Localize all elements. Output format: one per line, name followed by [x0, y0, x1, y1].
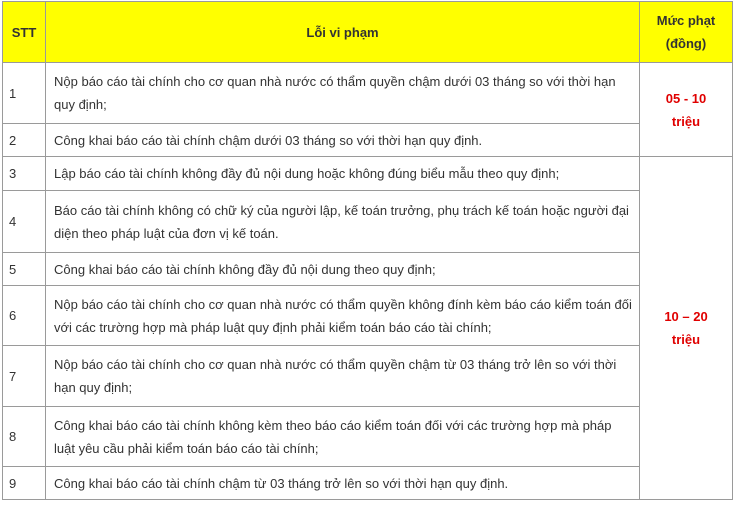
row-number: 8 — [3, 407, 46, 467]
row-number: 3 — [3, 157, 46, 191]
violation-text: Công khai báo cáo tài chính không đầy đủ nội dung theo quy định; — [46, 253, 640, 286]
header-stt: STT — [3, 2, 46, 63]
header-violation: Lỗi vi phạm — [46, 2, 640, 63]
table-row — [3, 286, 733, 346]
row-number: 5 — [3, 253, 46, 286]
header-fine — [640, 2, 733, 63]
fine-cell-group-2 — [640, 157, 733, 500]
violation-text: Báo cáo tài chính không có chữ ký của người lập, kế toán trưởng, phụ trách kế toán hoặc người đại diện theo pháp luật của đơn vị kế toán. — [46, 191, 640, 253]
row-number: 1 — [3, 63, 46, 124]
violation-text: Công khai báo cáo tài chính không kèm theo báo cáo kiểm toán đối với các trường hợp mà pháp luật yêu cầu phải kiểm toán báo cáo tài chính; — [46, 407, 640, 467]
violation-text: Công khai báo cáo tài chính chậm dưới 03 tháng so với thời hạn quy định. — [46, 124, 640, 157]
fine-unit: triệu — [671, 332, 701, 347]
fine-unit: triệu — [671, 113, 701, 129]
table-row — [3, 191, 733, 253]
penalty-table — [2, 1, 733, 500]
table-row — [3, 467, 733, 500]
row-number: 7 — [3, 346, 46, 407]
row-number: 9 — [3, 467, 46, 500]
header-fine-line1: Mức phạt — [656, 13, 716, 28]
table-row — [3, 407, 733, 467]
violation-text: Công khai báo cáo tài chính chậm từ 03 tháng trở lên so với thời hạn quy định. — [46, 467, 640, 500]
table-row — [3, 346, 733, 407]
row-number: 4 — [3, 191, 46, 253]
violation-text: Nộp báo cáo tài chính cho cơ quan nhà nước có thẩm quyền không đính kèm báo cáo kiểm toán đối với các trường hợp mà pháp luật quy định phải kiểm toán báo cáo tài chính; — [46, 286, 640, 346]
table-row — [3, 157, 733, 191]
table-row — [3, 124, 733, 157]
fine-cell-group-1 — [640, 63, 733, 157]
header-fine-line2: (đồng) — [665, 36, 707, 51]
header-row — [3, 2, 733, 63]
violation-text: Lập báo cáo tài chính không đầy đủ nội dung hoặc không đúng biểu mẫu theo quy định; — [46, 157, 640, 191]
violation-text: Nộp báo cáo tài chính cho cơ quan nhà nước có thẩm quyền chậm dưới 03 tháng so với thời hạn quy định; — [46, 63, 640, 124]
row-number: 2 — [3, 124, 46, 157]
fine-amount: 05 - 10 — [665, 90, 707, 106]
fine-amount: 10 – 20 — [664, 309, 708, 324]
row-number: 6 — [3, 286, 46, 346]
violation-text: Nộp báo cáo tài chính cho cơ quan nhà nước có thẩm quyền chậm từ 03 tháng trở lên so với thời hạn quy định; — [46, 346, 640, 407]
table-row — [3, 253, 733, 286]
table-row — [3, 63, 733, 124]
